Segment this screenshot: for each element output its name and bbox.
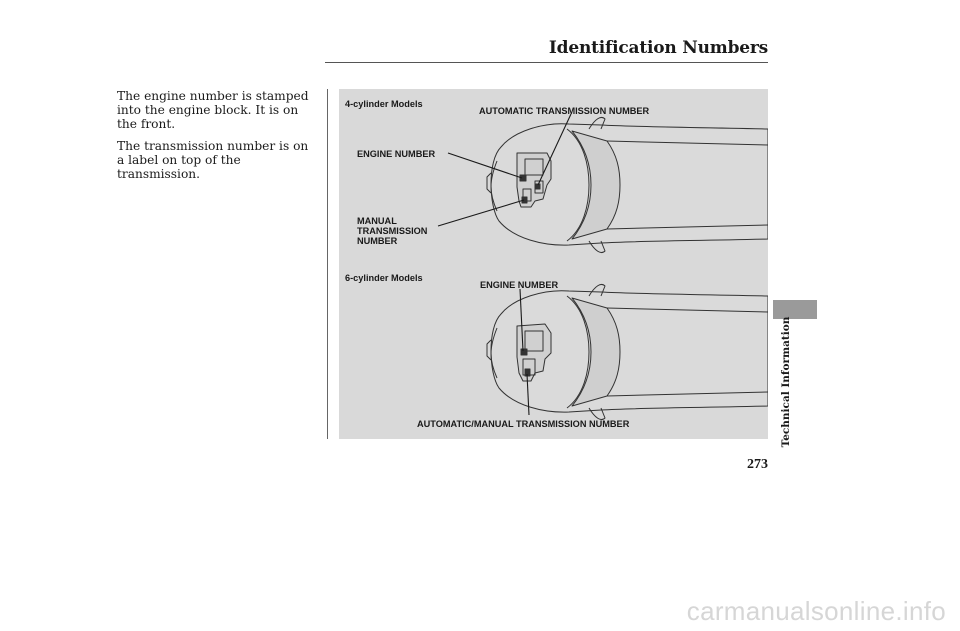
engine-number-label-4cyl: ENGINE NUMBER: [357, 149, 436, 159]
watermark: carmanualsonline.info: [686, 596, 946, 626]
automatic-transmission-number-label: AUTOMATIC TRANSMISSION NUMBER: [479, 106, 650, 116]
automatic-manual-transmission-number-label: AUTOMATIC/MANUAL TRANSMISSION NUMBER: [417, 419, 630, 429]
identification-figure: [339, 89, 768, 439]
six-cylinder-car-illustration: [487, 284, 768, 419]
column-divider: [327, 89, 328, 439]
manual-transmission-label-line-1: MANUAL: [357, 216, 397, 226]
page-header: [0, 0, 960, 70]
section-label-text: Technical Information: [780, 316, 792, 448]
body-text: [117, 89, 317, 189]
car-illustrations: [339, 89, 768, 439]
page-title: Identification Numbers: [548, 38, 768, 58]
four-cylinder-car-illustration: [487, 117, 768, 252]
six-cylinder-heading: 6-cylinder Models: [345, 273, 423, 283]
page-number: 273: [747, 457, 768, 472]
section-label: [777, 316, 795, 448]
manual-transmission-label-line-2: TRANSMISSION: [357, 226, 428, 236]
manual-transmission-number-label: [357, 216, 427, 246]
four-cylinder-heading: 4-cylinder Models: [345, 99, 423, 109]
engine-number-paragraph: The engine number is stamped into the engine block. It is on the front.: [117, 89, 309, 131]
transmission-number-paragraph: The transmission number is on a label on top of the transmission.: [117, 139, 309, 181]
header-divider: [325, 62, 768, 63]
engine-number-label-6cyl: ENGINE NUMBER: [480, 280, 559, 290]
manual-transmission-label-line-3: NUMBER: [357, 236, 398, 246]
